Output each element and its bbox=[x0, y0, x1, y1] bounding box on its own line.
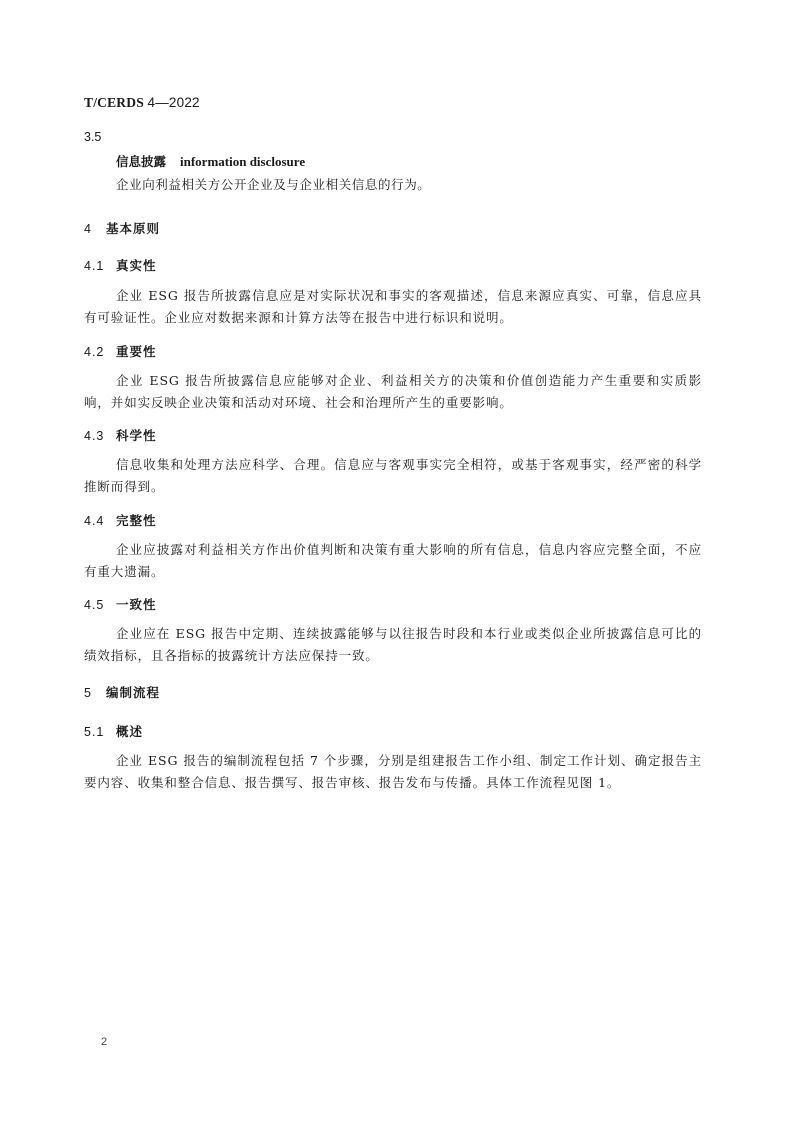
term-zh: 信息披露 bbox=[116, 154, 167, 169]
clause-title: 概述 bbox=[116, 724, 144, 739]
clause-title: 真实性 bbox=[116, 258, 157, 273]
clause-heading-5-1 bbox=[84, 722, 143, 740]
clause-heading-4-1 bbox=[84, 256, 157, 274]
section-heading-5 bbox=[84, 683, 160, 701]
section-title: 基本原则 bbox=[106, 221, 161, 236]
clause-heading-4-4 bbox=[84, 511, 157, 529]
clause-number: 4.3 bbox=[84, 429, 105, 443]
standard-code-prefix: T/CERDS bbox=[84, 95, 144, 110]
clause-heading-4-3 bbox=[84, 426, 157, 444]
standard-code bbox=[84, 95, 200, 111]
clause-title: 完整性 bbox=[116, 513, 157, 528]
section-number: 4 bbox=[84, 222, 92, 236]
term-en: information disclosure bbox=[180, 154, 306, 169]
clause-text-5-1: 企业 ESG 报告的编制流程包括 7 个步骤，分别是组建报告工作小组、制定工作计划、确定报告主要内容、收集和整合信息、报告撰写、报告审核、报告发布与传播。具体工作流程见图 1。 bbox=[84, 753, 702, 790]
clause-text-4-2: 企业 ESG 报告所披露信息应能够对企业、利益相关方的决策和价值创造能力产生重要和实质影响，并如实反映企业决策和活动对环境、社会和治理所产生的重要影响。 bbox=[84, 373, 702, 410]
clause-text-4-5: 企业应在 ESG 报告中定期、连续披露能够与以往报告时段和本行业或类似企业所披露信息可比的绩效指标，且各指标的披露统计方法应保持一致。 bbox=[84, 626, 702, 663]
clause-number: 4.5 bbox=[84, 598, 105, 612]
clause-text-4-1: 企业 ESG 报告所披露信息应是对实际状况和事实的客观描述，信息来源应真实、可靠，信息应具有可验证性。企业应对数据来源和计算方法等在报告中进行标识和说明。 bbox=[84, 288, 702, 325]
clause-number: 4.2 bbox=[84, 345, 105, 359]
term-number: 3.5 bbox=[84, 130, 102, 144]
term-definition: 企业向利益相关方公开企业及与企业相关信息的行为。 bbox=[116, 177, 431, 192]
section-heading-4 bbox=[84, 219, 160, 237]
clause-heading-4-5 bbox=[84, 595, 157, 613]
standard-code-number: 4—2022 bbox=[147, 95, 200, 110]
clause-number: 4.1 bbox=[84, 259, 105, 273]
clause-heading-4-2 bbox=[84, 342, 157, 360]
section-title: 编制流程 bbox=[106, 685, 161, 700]
section-number: 5 bbox=[84, 686, 92, 700]
clause-text-4-3: 信息收集和处理方法应科学、合理。信息应与客观事实完全相符，或基于客观事实，经严密的科学推断而得到。 bbox=[84, 457, 702, 494]
term-heading bbox=[116, 152, 305, 170]
clause-title: 科学性 bbox=[116, 428, 157, 443]
clause-number: 4.4 bbox=[84, 514, 105, 528]
clause-number: 5.1 bbox=[84, 725, 105, 739]
page-number: 2 bbox=[101, 1036, 108, 1048]
clause-text-4-4: 企业应披露对利益相关方作出价值判断和决策有重大影响的所有信息，信息内容应完整全面，不应有重大遗漏。 bbox=[84, 542, 702, 579]
clause-title: 重要性 bbox=[116, 344, 157, 359]
clause-title: 一致性 bbox=[116, 597, 157, 612]
